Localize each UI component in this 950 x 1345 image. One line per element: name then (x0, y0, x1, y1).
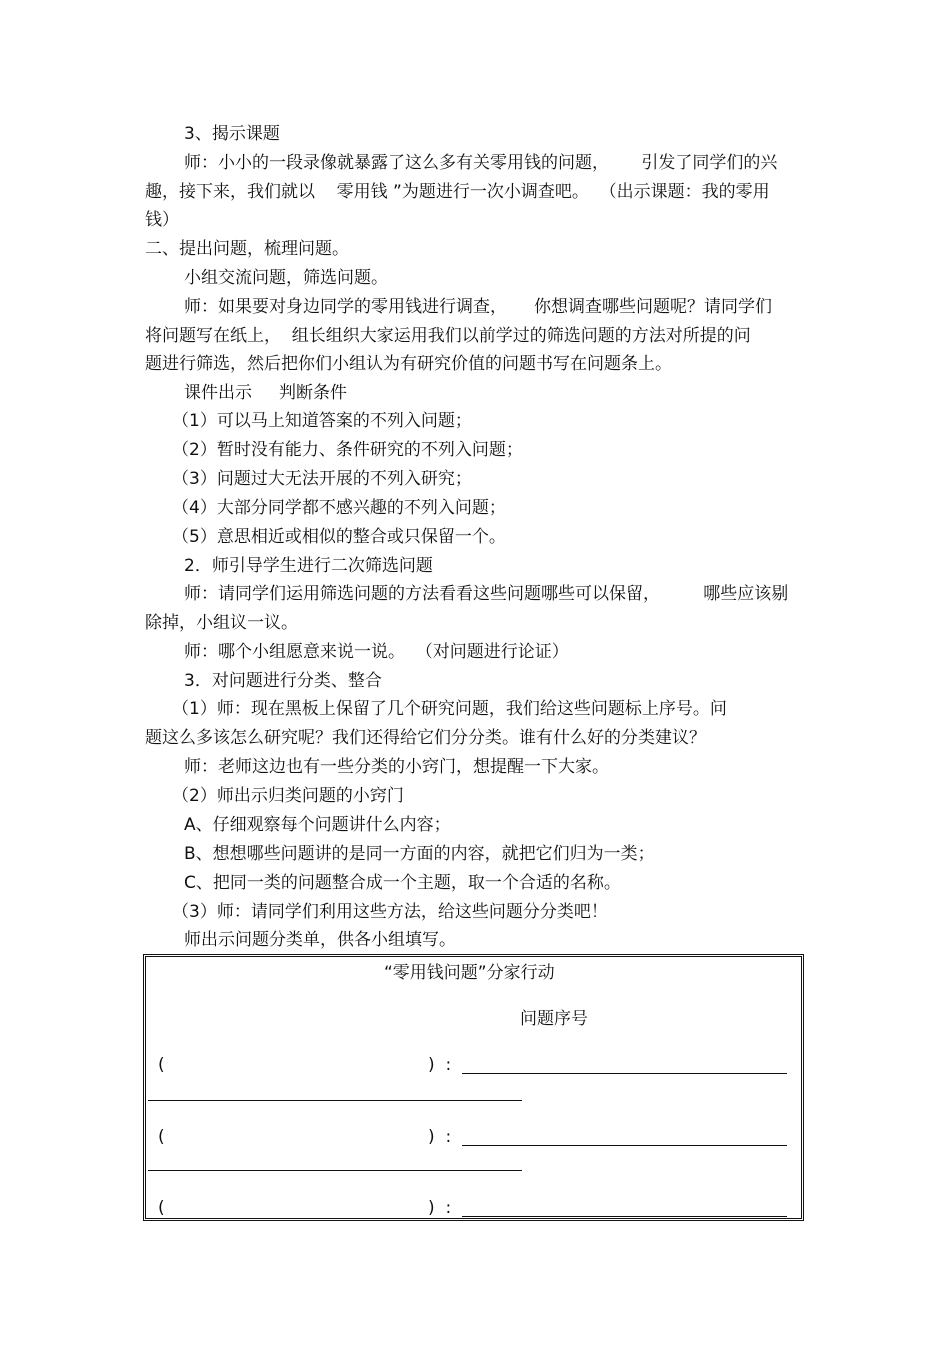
form-title: “零用钱问题”分家行动 (384, 963, 555, 983)
paragraph-line: 2．师引导学生进行二次筛选问题 (184, 556, 433, 576)
paragraph-line: 趣，接下来，我们就以 零用钱 ”为题进行一次小调查吧。 （出示课题：我的零用 (145, 182, 770, 202)
list-item: （5）意思相近或相似的整合或只保留一个。 (172, 527, 506, 547)
row-close-paren: ) : (428, 1198, 452, 1218)
paragraph-line: 师：老师这边也有一些分类的小窍门，想提醒一下大家。 (184, 757, 609, 777)
paragraph-line: 师：请同学们运用筛选问题的方法看看这些问题哪些可以保留， 哪些应该剔 (184, 584, 789, 604)
list-item: C、把同一类的问题整合成一个主题，取一个合适的名称。 (184, 873, 621, 893)
paragraph-line: 将问题写在纸上， 组长组织大家运用我们以前学过的筛选问题的方法对所提的问 (145, 326, 751, 346)
paragraph-line: 师出示问题分类单，供各小组填写。 (184, 930, 456, 950)
list-item: （2）暂时没有能力、条件研究的不列入问题； (172, 440, 523, 460)
row-open-paren: ( (158, 1127, 165, 1147)
paragraph-line: （1）师：现在黑板上保留了几个研究问题，我们给这些问题标上序号。问 (172, 699, 727, 719)
section-heading-2: 二、提出问题，梳理问题。 (145, 239, 349, 259)
answer-line-continuation[interactable] (148, 1100, 522, 1101)
section-heading-3: 3、揭示课题 (184, 124, 280, 144)
row-open-paren: ( (158, 1198, 165, 1218)
answer-line[interactable] (462, 1145, 787, 1146)
row-close-paren: ) : (428, 1055, 452, 1075)
paragraph-line: 师：如果要对身边同学的零用钱进行调查， 你想调查哪些问题呢？请同学们 (184, 297, 773, 317)
answer-line-continuation[interactable] (148, 1170, 522, 1171)
paragraph-line: 钱） (145, 210, 179, 230)
paragraph-line: 题这么多该怎么研究呢？我们还得给它们分分类。谁有什么好的分类建议？ (145, 728, 706, 748)
list-item: （1）可以马上知道答案的不列入问题； (172, 411, 472, 431)
row-close-paren: ) : (428, 1127, 452, 1147)
paragraph-line: 3．对问题进行分类、整合 (184, 671, 382, 691)
paragraph-line: 小组交流问题，筛选问题。 (184, 268, 388, 288)
list-item: （3）问题过大无法开展的不列入研究； (172, 469, 472, 489)
row-open-paren: ( (158, 1055, 165, 1075)
paragraph-line: 除掉，小组议一议。 (145, 613, 298, 633)
paragraph-line: （3）师：请同学们利用这些方法，给这些问题分分类吧！ (172, 902, 608, 922)
list-item: A、仔细观察每个问题讲什么内容； (184, 815, 451, 835)
paragraph-line: （2）师出示归类问题的小窍门 (172, 786, 404, 806)
list-item: （4）大部分同学都不感兴趣的不列入问题； (172, 498, 506, 518)
paragraph-line: 师：小小的一段录像就暴露了这么多有关零用钱的问题， 引发了同学们的兴 (184, 153, 778, 173)
column-header: 问题序号 (520, 1009, 588, 1029)
paragraph-line: 课件出示 判断条件 (184, 383, 348, 403)
paragraph-line: 题进行筛选，然后把你们小组认为有研究价值的问题书写在问题条上。 (145, 354, 672, 374)
list-item: B、想想哪些问题讲的是同一方面的内容，就把它们归为一类； (184, 844, 655, 864)
answer-line[interactable] (462, 1073, 787, 1074)
classification-form (143, 954, 804, 1221)
paragraph-line: 师：哪个小组愿意来说一说。 （对问题进行论证） (184, 642, 569, 662)
answer-line[interactable] (462, 1216, 787, 1217)
